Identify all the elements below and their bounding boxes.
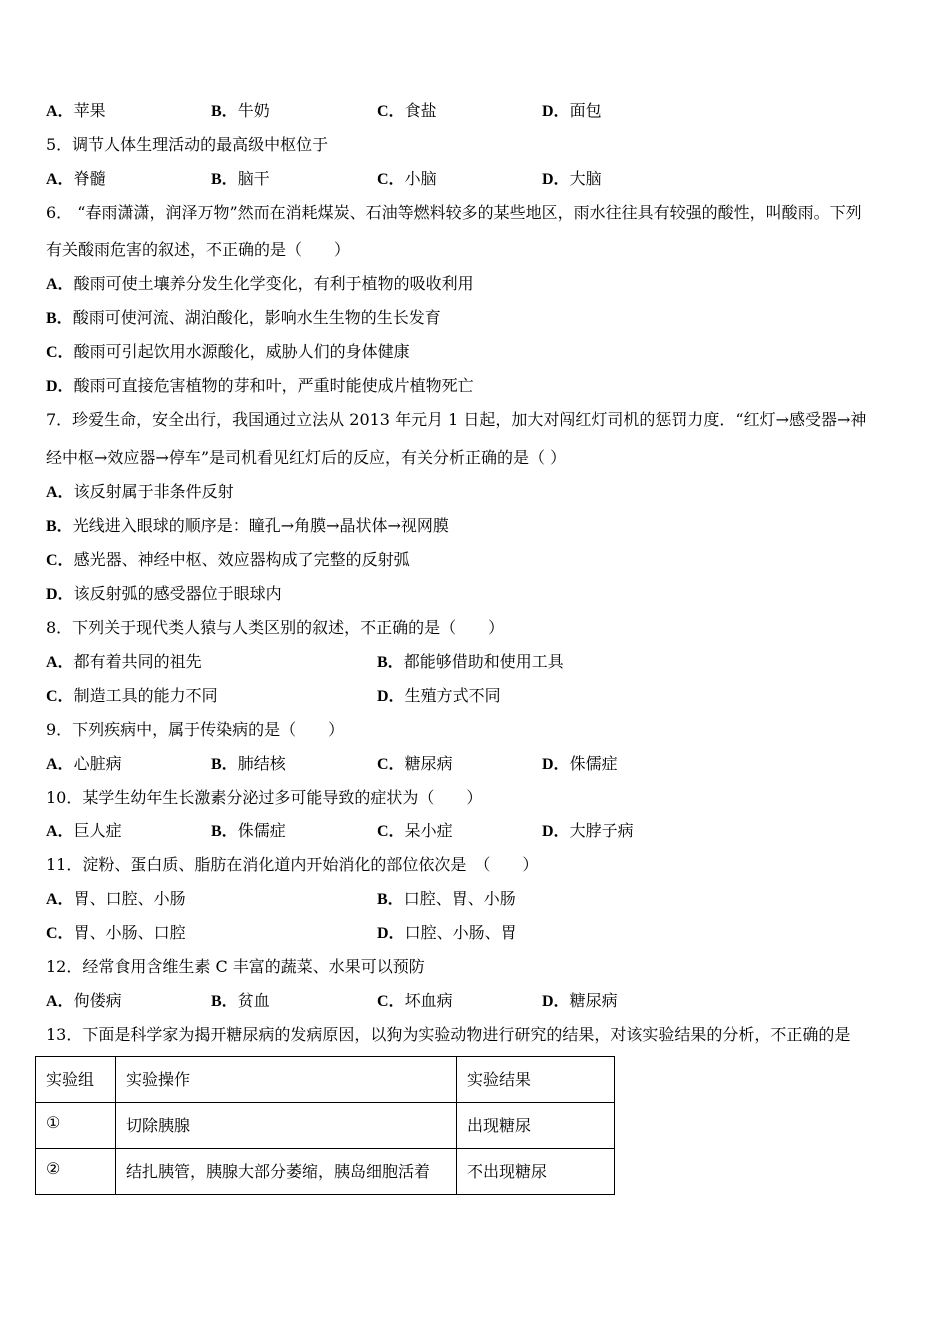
option-text: 制造工具的能力不同	[73, 686, 218, 705]
option	[542, 168, 602, 191]
option-label: B．	[377, 654, 404, 671]
option-label: A．	[46, 654, 74, 671]
option-label: D．	[542, 756, 570, 773]
option	[377, 651, 564, 674]
option-text: 该反射属于非条件反射	[73, 482, 234, 501]
option-text: 口腔、小肠、胃	[404, 923, 517, 942]
table-cell: 切除胰腺	[116, 1103, 457, 1149]
question-stem: 12．经常食用含维生素 C 丰富的蔬菜、水果可以预防	[46, 957, 425, 976]
option-text: 侏儒症	[237, 821, 286, 840]
option-label: C．	[46, 344, 74, 361]
question-stem: 13．下面是科学家为揭开糖尿病的发病原因，以狗为实验动物进行研究的结果，对该实验结果的分析，不正确的是	[46, 1025, 851, 1044]
table-header: 实验操作	[116, 1057, 457, 1103]
option	[46, 100, 106, 123]
option-text: 大脑	[569, 169, 602, 188]
option-text: 酸雨可使土壤养分发生化学变化，有利于植物的吸收利用	[73, 274, 474, 293]
option-label: D．	[46, 378, 74, 395]
option	[46, 922, 186, 945]
option-label: B．	[211, 823, 238, 840]
option	[377, 820, 453, 843]
option-label: B．	[211, 756, 238, 773]
option	[46, 515, 449, 538]
option-text: 都有着共同的祖先	[73, 652, 202, 671]
question-stem: 10．某学生幼年生长激素分泌过多可能导致的症状为（ ）	[46, 788, 483, 807]
option-text: 生殖方式不同	[404, 686, 501, 705]
option	[46, 481, 234, 504]
option-text: 感光器、神经中枢、效应器构成了完整的反射弧	[73, 550, 410, 569]
question-stem: 8．下列关于现代类人猿与人类区别的叙述，不正确的是（ ）	[46, 618, 505, 637]
option-label: A．	[46, 484, 74, 501]
option-text: 糖尿病	[404, 754, 453, 773]
option-label: B．	[46, 310, 73, 327]
option-label: D．	[377, 688, 405, 705]
option-text: 呆小症	[404, 821, 453, 840]
option	[542, 753, 618, 776]
option	[46, 375, 474, 398]
option-text: 巨人症	[73, 821, 122, 840]
option	[46, 549, 410, 572]
question-stem: 有关酸雨危害的叙述，不正确的是（ ）	[46, 240, 351, 259]
option-text: 脊髓	[73, 169, 106, 188]
option-text: 胃、小肠、口腔	[73, 923, 186, 942]
option-label: C．	[377, 103, 405, 120]
option-label: C．	[377, 823, 405, 840]
option	[377, 100, 437, 123]
table-cell: ①	[36, 1103, 116, 1149]
option	[46, 820, 122, 843]
option-label: B．	[211, 993, 238, 1010]
option-label: A．	[46, 823, 74, 840]
option	[46, 341, 410, 364]
option-text: 该反射弧的感受器位于眼球内	[73, 584, 282, 603]
option-label: A．	[46, 993, 74, 1010]
option-text: 口腔、胃、小肠	[403, 889, 516, 908]
table-cell: 出现糖尿	[457, 1103, 615, 1149]
option-label: C．	[46, 552, 74, 569]
table-cell: ②	[36, 1149, 116, 1195]
option	[377, 990, 453, 1013]
option-text: 坏血病	[404, 991, 453, 1010]
option	[211, 820, 286, 843]
option-text: 贫血	[237, 991, 270, 1010]
option-text: 酸雨可引起饮用水源酸化，威胁人们的身体健康	[73, 342, 410, 361]
option-text: 酸雨可直接危害植物的芽和叶，严重时能使成片植物死亡	[73, 376, 474, 395]
option	[377, 888, 516, 911]
option	[46, 273, 474, 296]
table-header: 实验组	[36, 1057, 116, 1103]
question-stem: 9．下列疾病中，属于传染病的是（ ）	[46, 720, 345, 739]
option-text: 肺结核	[237, 754, 286, 773]
option-label: B．	[211, 103, 238, 120]
option	[542, 820, 634, 843]
option-text: 光线进入眼球的顺序是：瞳孔→角膜→晶状体→视网膜	[72, 516, 449, 535]
option-text: 都能够借助和使用工具	[403, 652, 564, 671]
option	[46, 888, 186, 911]
table-cell: 不出现糖尿	[457, 1149, 615, 1195]
option	[46, 685, 218, 708]
table-row	[36, 1103, 615, 1149]
question-stem: 11．淀粉、蛋白质、脂肪在消化道内开始消化的部位依次是 （ ）	[46, 855, 539, 874]
option-label: D．	[542, 823, 570, 840]
option-text: 侏儒症	[569, 754, 618, 773]
option-label: D．	[542, 171, 570, 188]
option-text: 大脖子病	[569, 821, 634, 840]
option-label: C．	[377, 756, 405, 773]
option	[46, 307, 441, 330]
option-label: D．	[542, 103, 570, 120]
option-label: D．	[377, 925, 405, 942]
option-text: 心脏病	[73, 754, 122, 773]
option	[46, 753, 122, 776]
option-label: C．	[46, 688, 74, 705]
option	[46, 583, 282, 606]
option-text: 牛奶	[237, 101, 270, 120]
option	[377, 685, 501, 708]
experiment-table	[35, 1056, 615, 1195]
option-label: C．	[46, 925, 74, 942]
option	[377, 753, 453, 776]
option-text: 小脑	[404, 169, 437, 188]
option-text: 酸雨可使河流、湖泊酸化，影响水生生物的生长发育	[72, 308, 441, 327]
question-stem: 6． “春雨潇潇，润泽万物”然而在消耗煤炭、石油等燃料较多的某些地区，雨水往往具有较强的酸性，叫酸雨。下列	[46, 203, 862, 222]
option-text: 脑干	[237, 169, 270, 188]
option-text: 食盐	[404, 101, 437, 120]
table-row	[36, 1149, 615, 1195]
option	[377, 922, 517, 945]
option-label: B．	[211, 171, 238, 188]
option	[211, 753, 286, 776]
option-text: 苹果	[73, 101, 106, 120]
table-header-row	[36, 1057, 615, 1103]
option	[46, 168, 106, 191]
option-label: A．	[46, 276, 74, 293]
table-cell: 结扎胰管，胰腺大部分萎缩，胰岛细胞活着	[116, 1149, 457, 1195]
option	[46, 990, 122, 1013]
option-label: B．	[46, 518, 73, 535]
option-label: A．	[46, 891, 74, 908]
option-label: B．	[377, 891, 404, 908]
option-text: 胃、口腔、小肠	[73, 889, 186, 908]
table-header: 实验结果	[457, 1057, 615, 1103]
option-label: A．	[46, 756, 74, 773]
option	[211, 990, 270, 1013]
option	[211, 168, 270, 191]
option	[211, 100, 270, 123]
option	[377, 168, 437, 191]
question-stem: 5．调节人体生理活动的最高级中枢位于	[46, 135, 329, 154]
option-label: A．	[46, 103, 74, 120]
option-label: A．	[46, 171, 74, 188]
option	[542, 990, 618, 1013]
option	[46, 651, 202, 674]
question-stem: 经中枢→效应器→停车”是司机看见红灯后的反应，有关分析正确的是（ ）	[46, 448, 567, 467]
option-text: 糖尿病	[569, 991, 618, 1010]
option-label: C．	[377, 993, 405, 1010]
option-label: D．	[542, 993, 570, 1010]
question-stem: 7．珍爱生命，安全出行，我国通过立法从 2013 年元月 1 日起，加大对闯红灯司机的惩罚力度．“红灯→感受器→神	[46, 410, 867, 429]
option	[542, 100, 602, 123]
option-text: 面包	[569, 101, 602, 120]
option-text: 佝偻病	[73, 991, 122, 1010]
option-label: D．	[46, 586, 74, 603]
option-label: C．	[377, 171, 405, 188]
